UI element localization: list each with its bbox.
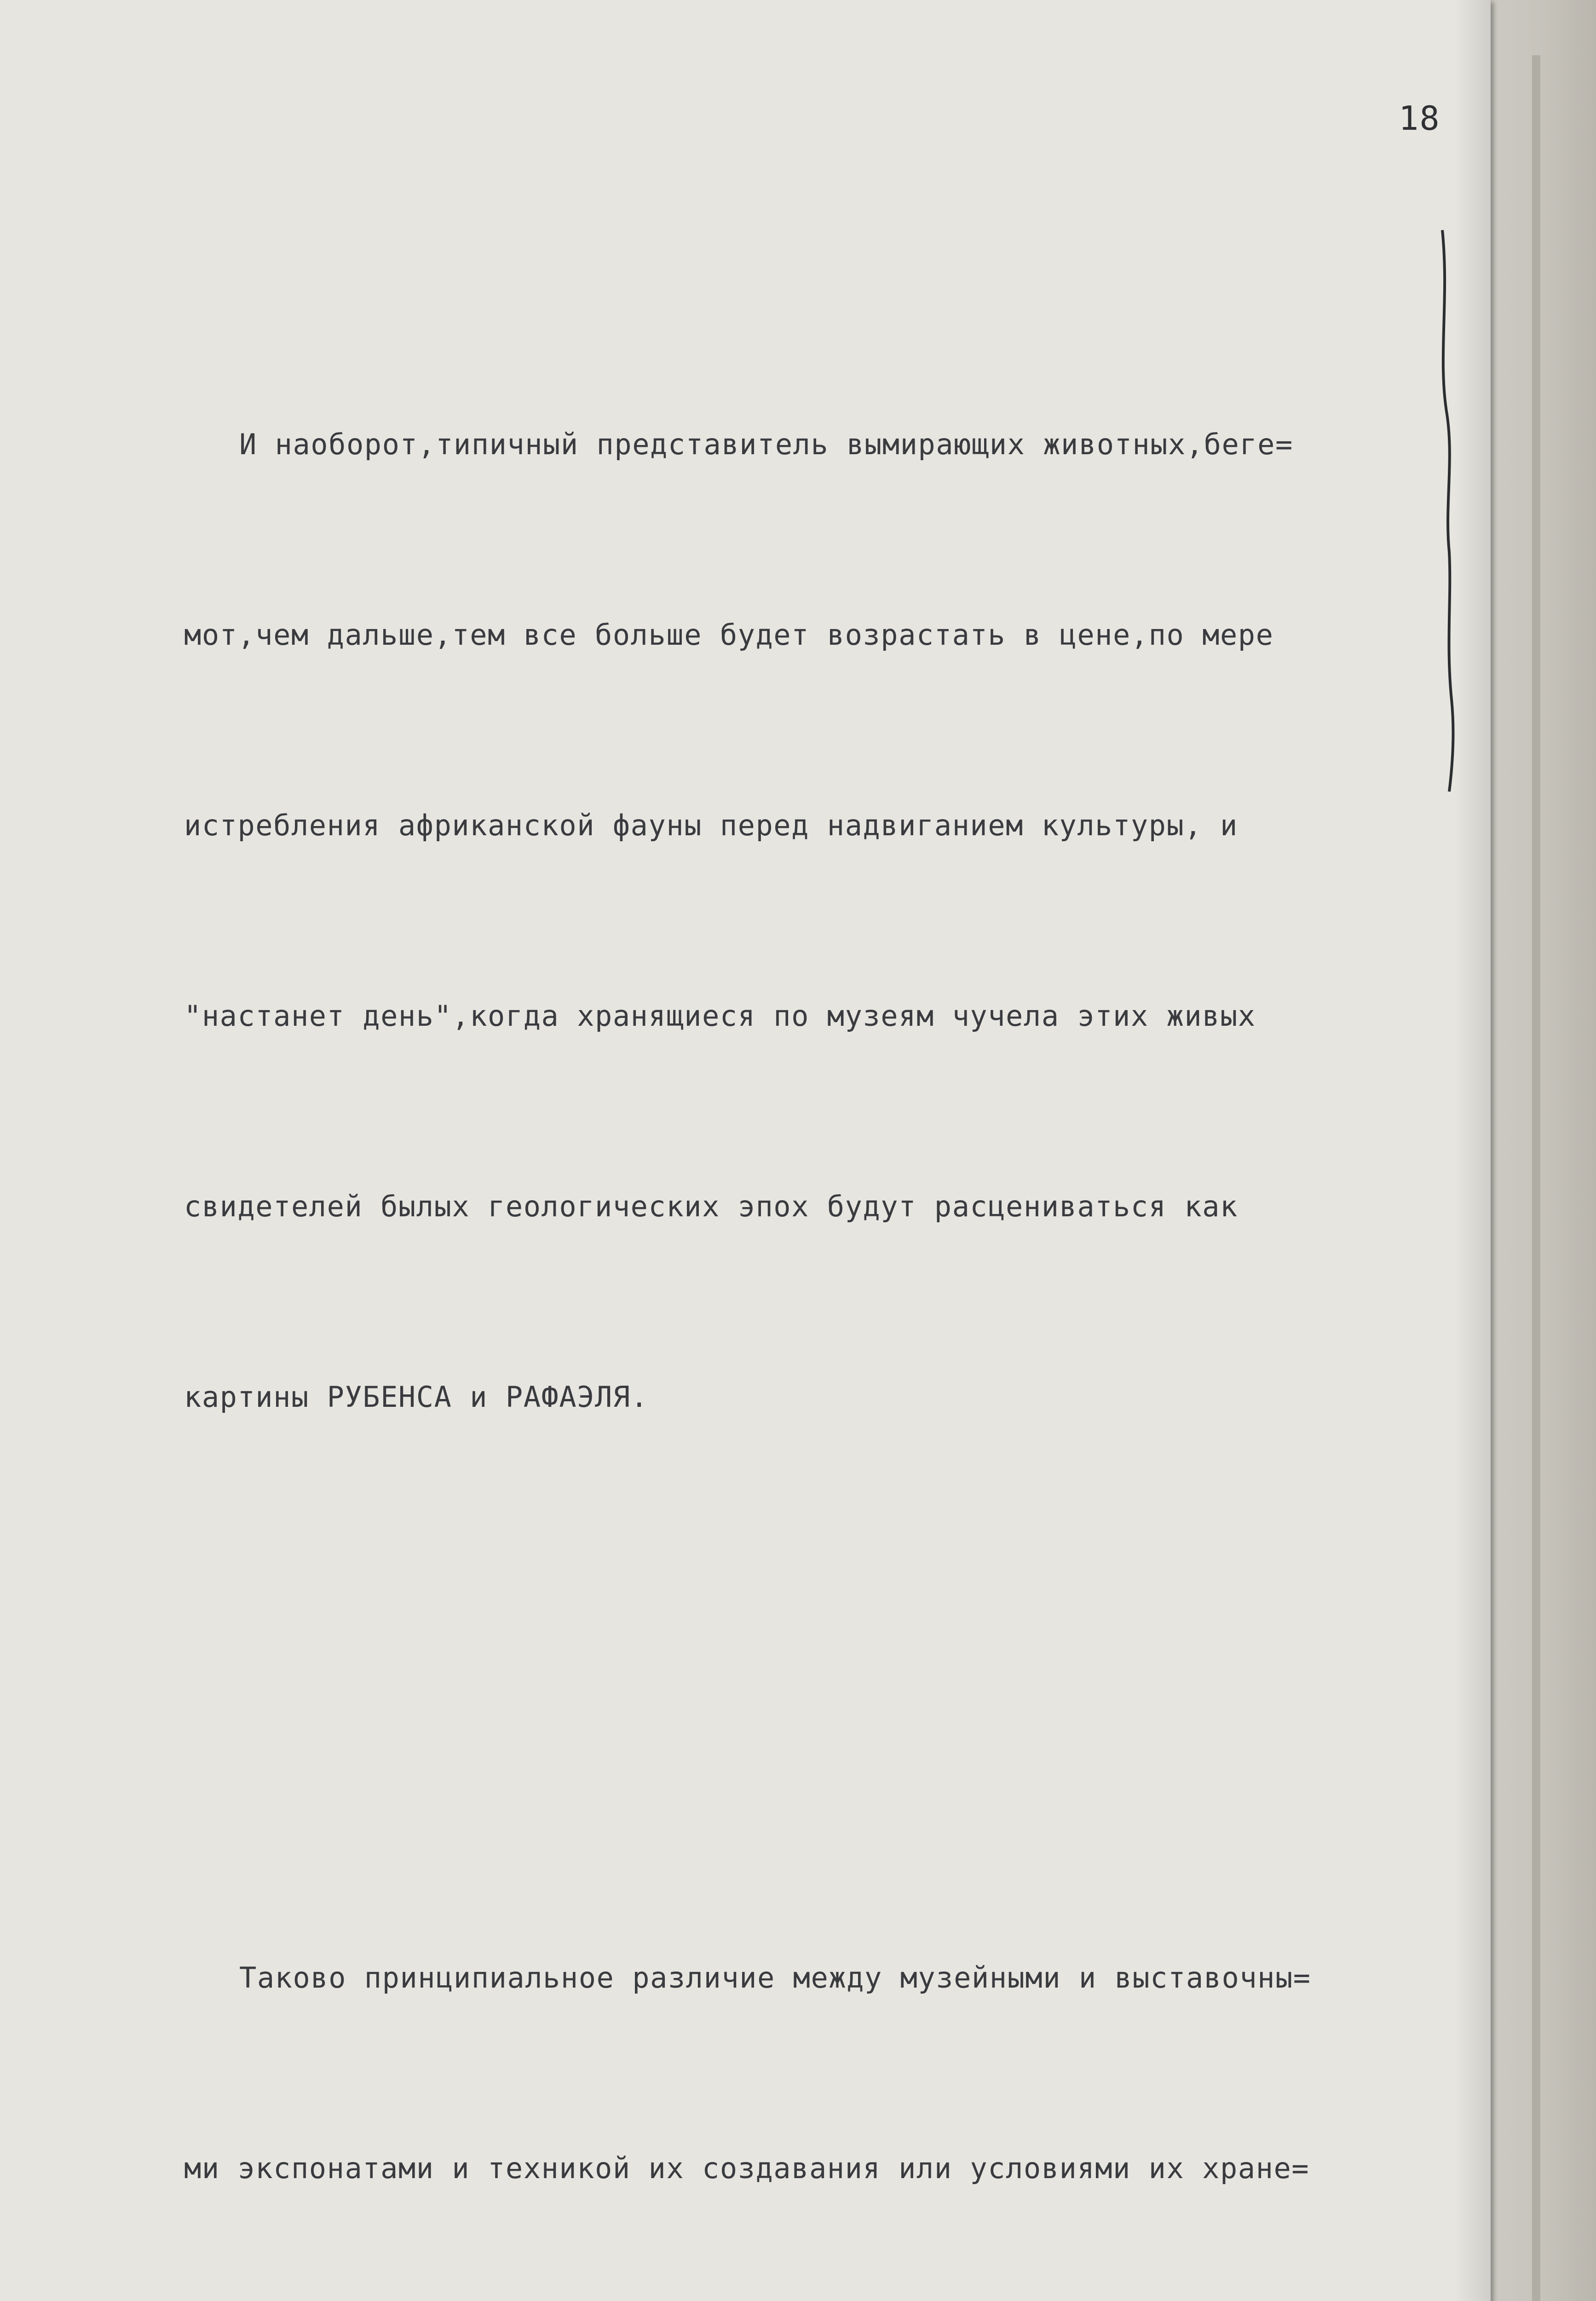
paragraph <box>184 1819 1472 2301</box>
text-line: "настанет день",когда хранящиеся по музеям чучела этих живых <box>184 999 1256 1033</box>
text-line: истребления африканской фауны перед надвиганием культуры, и <box>184 809 1238 842</box>
back-sheet-edge <box>1532 55 1540 2301</box>
page-number: 18 <box>1399 99 1440 138</box>
text-line: свидетелей былых геологических эпох будут расцениваться как <box>184 1190 1238 1223</box>
text-line: мот,чем дальше,тем все больше будет возрастать в цене,по мере <box>184 618 1274 652</box>
text-line: картины РУБЕНСА и РАФАЭЛЯ. <box>184 1380 649 1414</box>
paragraph <box>184 286 1472 1556</box>
text-line: И наоборот,типичный представитель вымирающих животных,беге= <box>239 428 1293 461</box>
text-line: ми экспонатами и техникой их создавания или условиями их хране= <box>184 2151 1310 2185</box>
text-line: Таково принципиальное различие между музейными и выставочны= <box>239 1961 1311 1995</box>
typed-text-body <box>184 159 1472 2301</box>
